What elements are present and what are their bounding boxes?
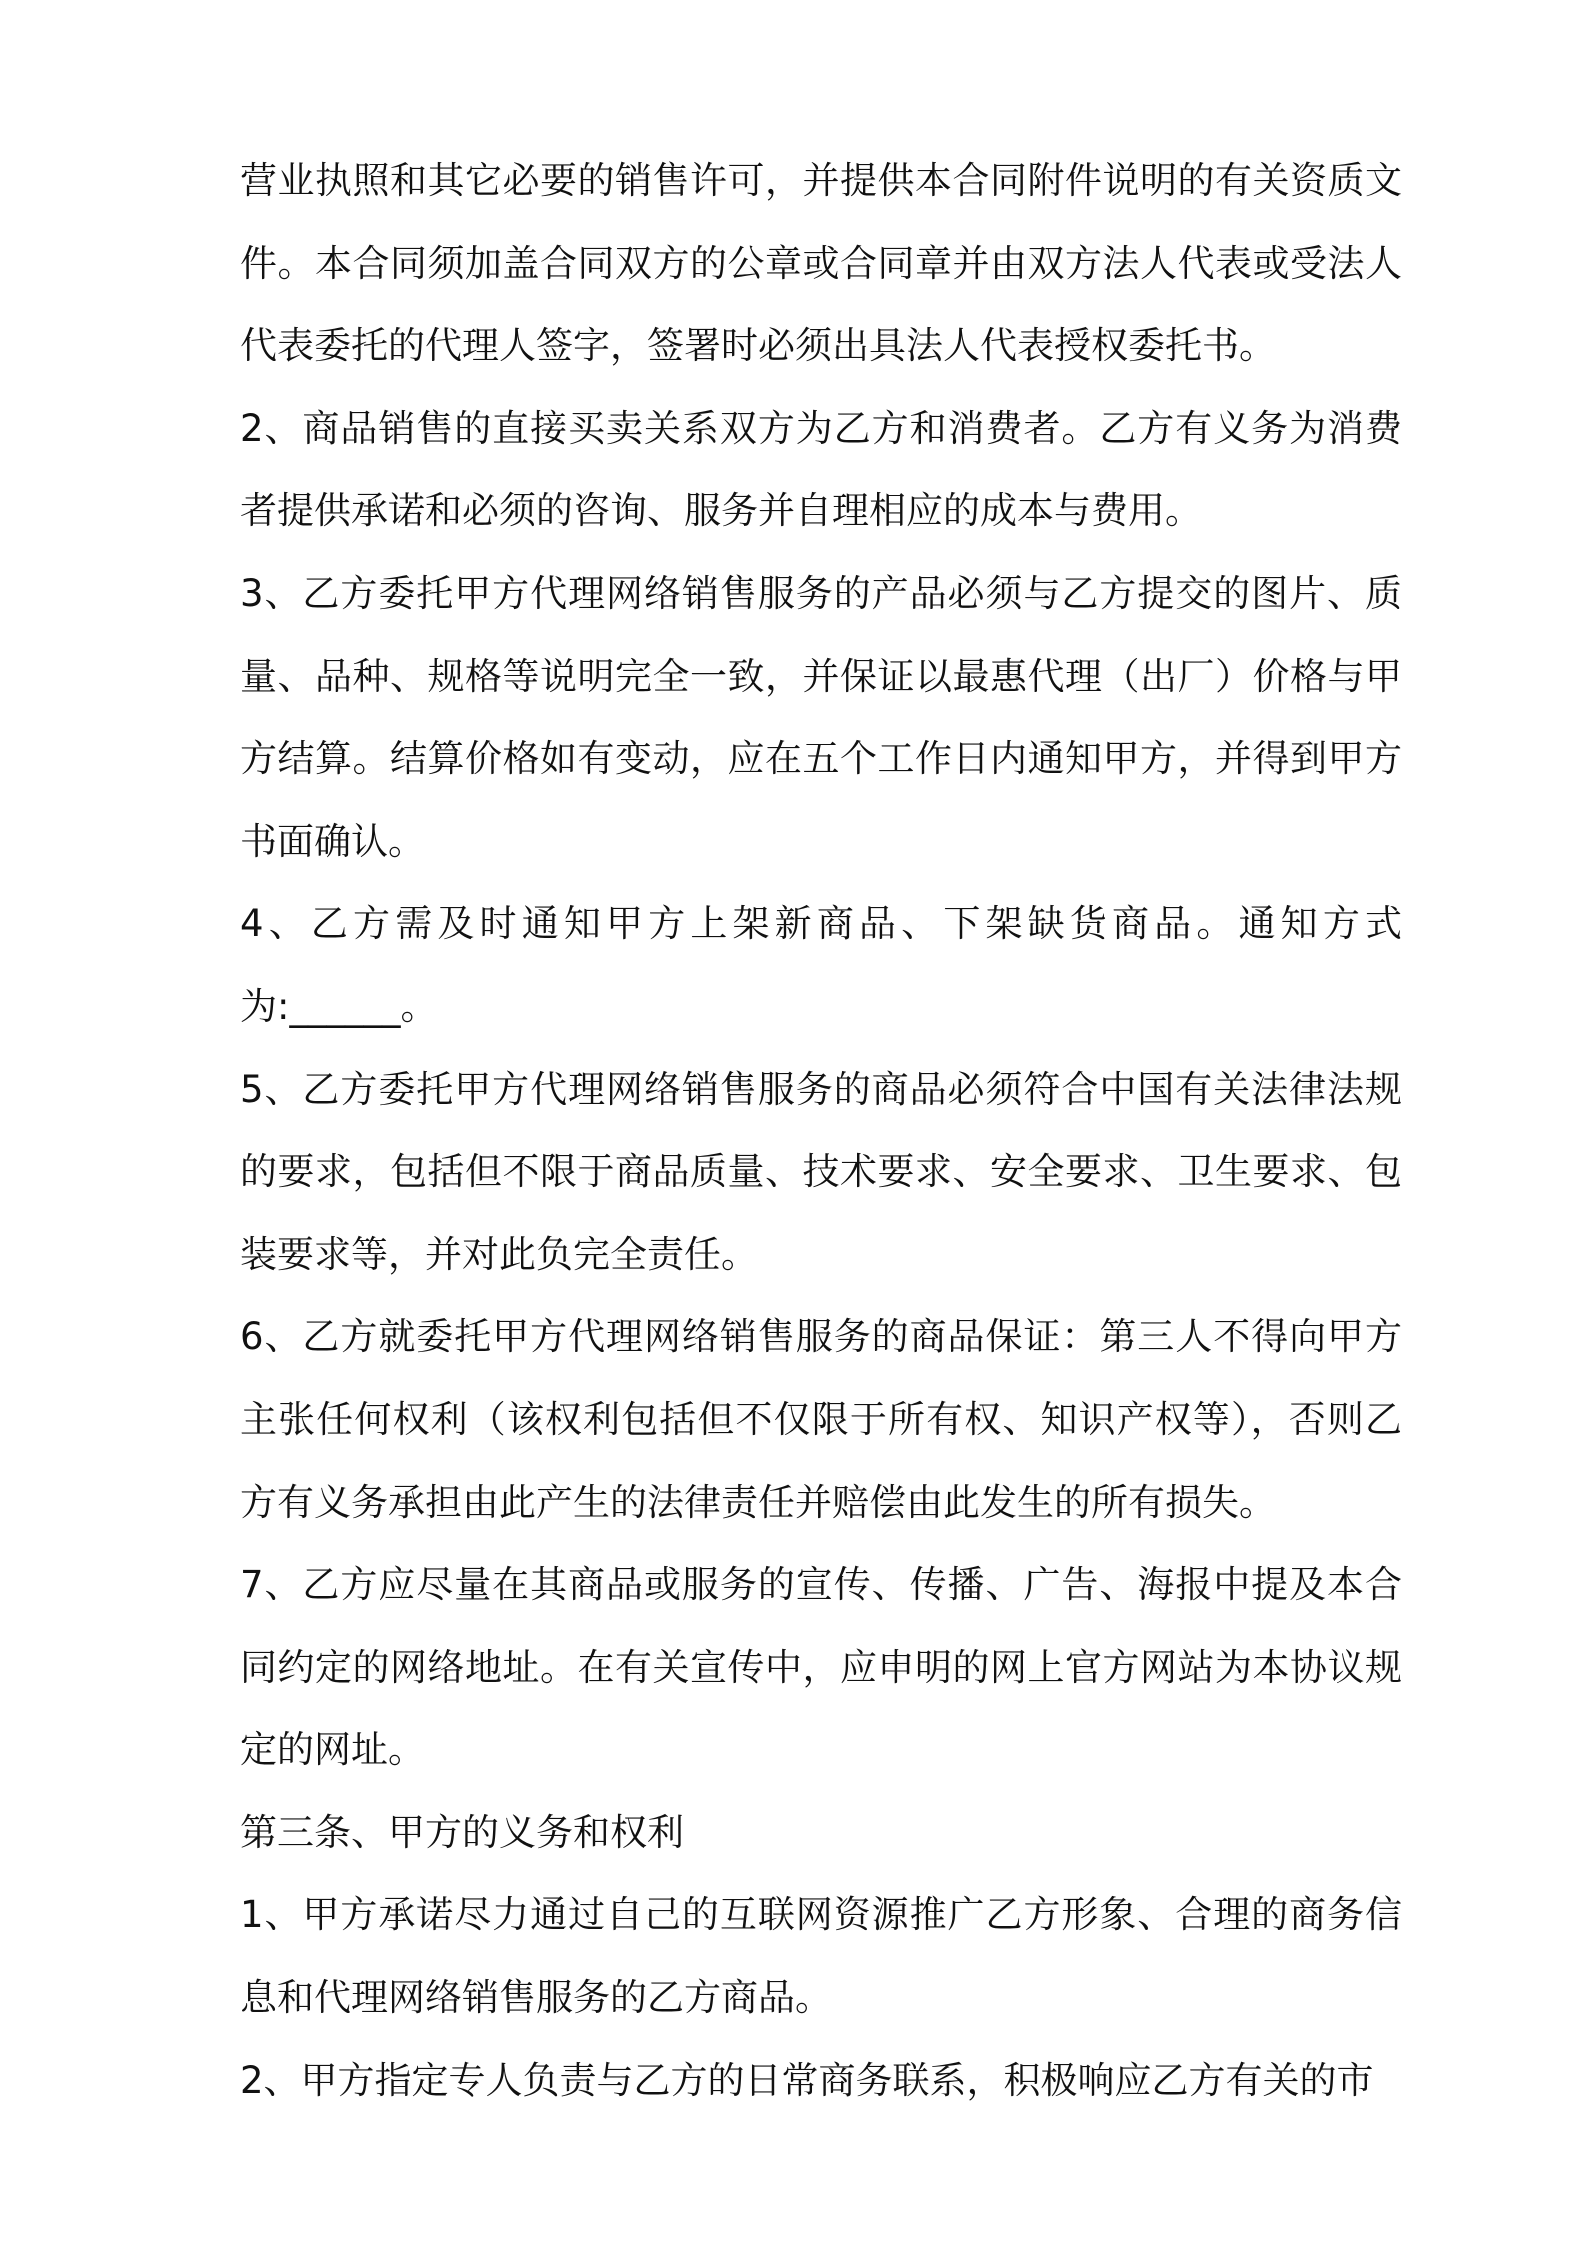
paragraph-clause-5: 5、乙方委托甲方代理网络销售服务的商品必须符合中国有关法律法规的要求，包括但不限于商品质量、技术要求、安全要求、卫生要求、包装要求等，并对此负完全责任。 [240,1067,1402,1276]
paragraph-clause-2: 2、商品销售的直接买卖关系双方为乙方和消费者。乙方有义务为消费者提供承诺和必须的咨询、服务并自理相应的成本与费用。 [240,406,1402,533]
paragraph-clause-3: 3、乙方委托甲方代理网络销售服务的产品必须与乙方提交的图片、质量、品种、规格等说明完全一致，并保证以最惠代理（出厂）价格与甲方结算。结算价格如有变动，应在五个工作日内通知甲方，并得到甲方书面确认。 [240,571,1402,863]
paragraph-qualification-continuation: 营业执照和其它必要的销售许可，并提供本合同附件说明的有关资质文件。本合同须加盖合同双方的公章或合同章并由双方法人代表或受法人代表委托的代理人签字，签署时必须出具法人代表授权委托书。 [240,159,1402,368]
paragraph-clause-7: 7、乙方应尽量在其商品或服务的宣传、传播、广告、海报中提及本合同约定的网络地址。在有关宣传中，应申明的网上官方网站为本协议规定的网址。 [240,1563,1402,1772]
section-heading-article-3: 第三条、甲方的义务和权利 [240,1810,684,1854]
paragraph-article-3-clause-1: 1、甲方承诺尽力通过自己的互联网资源推广乙方形象、合理的商务信息和代理网络销售服务的乙方商品。 [240,1893,1402,2020]
document-page [240,140,1402,2122]
paragraph-article-3-clause-2: 2、甲方指定专人负责与乙方的日常商务联系，积极响应乙方有关的市 [240,2058,1374,2102]
paragraph-clause-4: 4、乙方需及时通知甲方上架新商品、下架缺货商品。通知方式为:______。 [240,902,1402,1028]
paragraph-clause-6: 6、乙方就委托甲方代理网络销售服务的商品保证：第三人不得向甲方主张任何权利（该权利包括但不仅限于所有权、知识产权等），否则乙方有义务承担由此产生的法律责任并赔偿由此发生的所有损失。 [240,1315,1402,1524]
